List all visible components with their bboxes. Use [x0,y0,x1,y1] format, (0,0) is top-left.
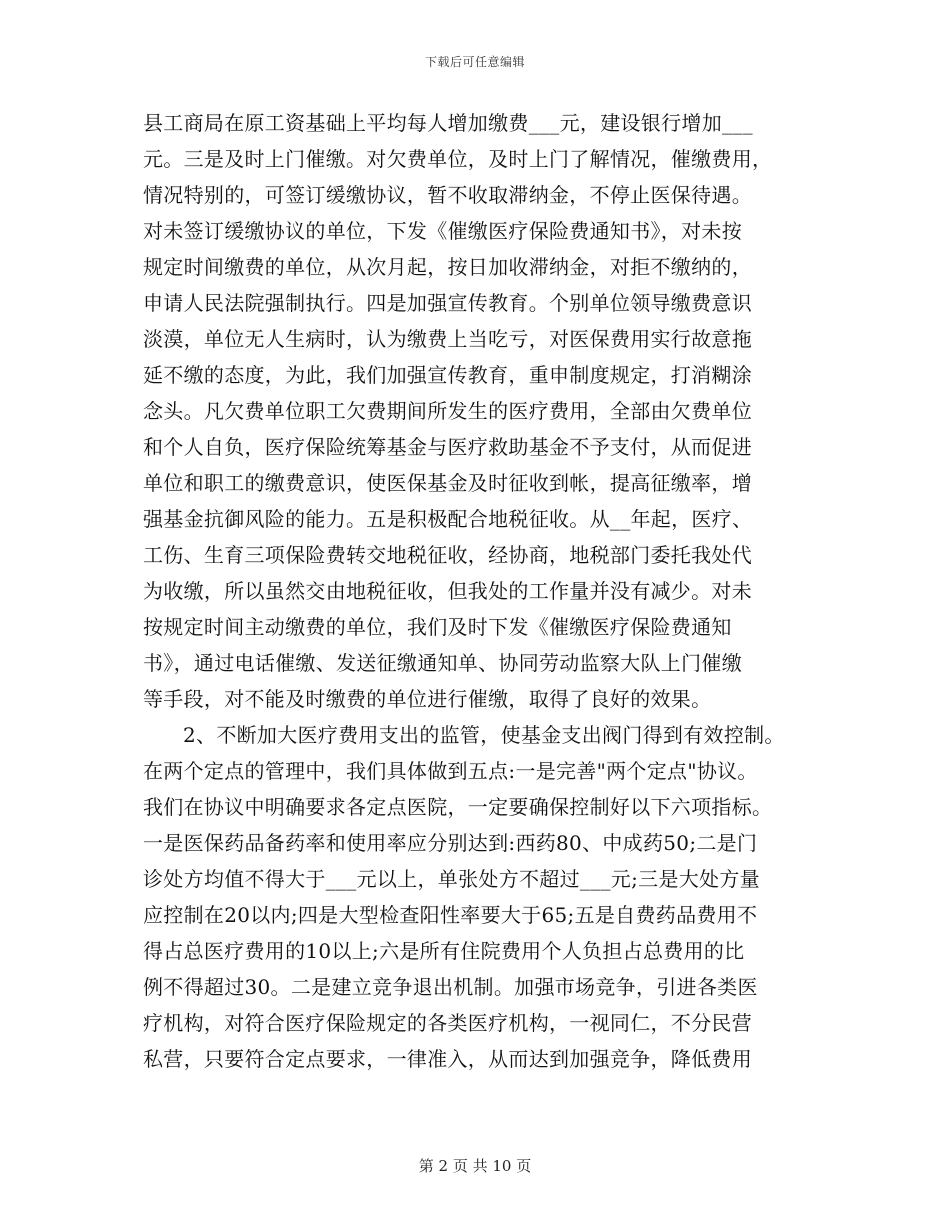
text-line: 强基金抗御风险的能力。五是积极配合地税征收。从__年起，医疗、 [143,507,753,531]
text-line: 私营，只要符合定点要求，一律准入，从而达到加强竞争，降低费用 [143,1047,752,1071]
text-line: 单位和职工的缴费意识，使医保基金及时征收到帐，提高征缴率，增 [143,471,752,495]
text-line: 延不缴的态度，为此，我们加强宣传教育，重申制度规定，打消糊涂 [143,363,752,387]
text-line: 等手段，对不能及时缴费的单位进行催缴，取得了良好的效果。 [143,687,712,711]
page-footer: 第 2 页 共 10 页 [418,1157,532,1175]
document-body [143,105,823,1077]
text-line: 规定时间缴费的单位，从次月起，按日加收滞纳金，对拒不缴纳的， [143,255,752,279]
text-line: 申请人民法院强制执行。四是加强宣传教育。个别单位领导缴费意识 [143,291,752,315]
text-line: 疗机构，对符合医疗保险规定的各类医疗机构，一视同仁，不分民营 [143,1011,752,1035]
text-line: 诊处方均值不得大于___元以上，单张处方不超过___元;三是大处方量 [143,867,760,891]
page-header: 下载后可任意编辑 [424,55,525,69]
text-line: 一是医保药品备药率和使用率应分别达到:西药80、中成药50;二是门 [143,831,758,855]
text-line: 书》，通过电话催缴、发送征缴通知单、协同劳动监察大队上门催缴 [143,651,742,675]
text-line: 情况特别的，可签订缓缴协议，暂不收取滞纳金，不停止医保待遇。 [143,183,752,207]
section-heading-line: 2、不断加大医疗费用支出的监管，使基金支出阀门得到有效控制。 [183,723,785,747]
text-line: 对未签订缓缴协议的单位，下发《催缴医疗保险费通知书》，对未按 [143,219,742,243]
text-line: 县工商局在原工资基础上平均每人增加缴费___元，建设银行增加___ [143,111,753,135]
text-line: 元。三是及时上门催缴。对欠费单位，及时上门了解情况，催缴费用， [143,147,773,171]
text-line: 按规定时间主动缴费的单位，我们及时下发《催缴医疗保险费通知 [143,615,732,639]
text-line: 在两个定点的管理中，我们具体做到五点:一是完善"两个定点"协议。 [143,759,758,783]
text-line: 和个人自负，医疗保险统筹基金与医疗救助基金不予支付，从而促进 [143,435,752,459]
text-line: 为收缴，所以虽然交由地税征收，但我处的工作量并没有减少。对未 [143,579,752,603]
text-line: 得占总医疗费用的10以上;六是所有住院费用个人负担占总费用的比 [143,939,745,963]
text-line: 例不得超过30。二是建立竞争退出机制。加强市场竞争，引进各类医 [143,975,758,999]
text-line: 应控制在20以内;四是大型检查阳性率要大于65;五是自费药品费用不 [143,903,758,927]
text-line: 我们在协议中明确要求各定点医院，一定要确保控制好以下六项指标。 [143,795,773,819]
text-line: 工伤、生育三项保险费转交地税征收，经协商，地税部门委托我处代 [143,543,752,567]
text-line: 念头。凡欠费单位职工欠费期间所发生的医疗费用，全部由欠费单位 [143,399,752,423]
text-line: 淡漠，单位无人生病时，认为缴费上当吃亏，对医保费用实行故意拖 [143,327,752,351]
